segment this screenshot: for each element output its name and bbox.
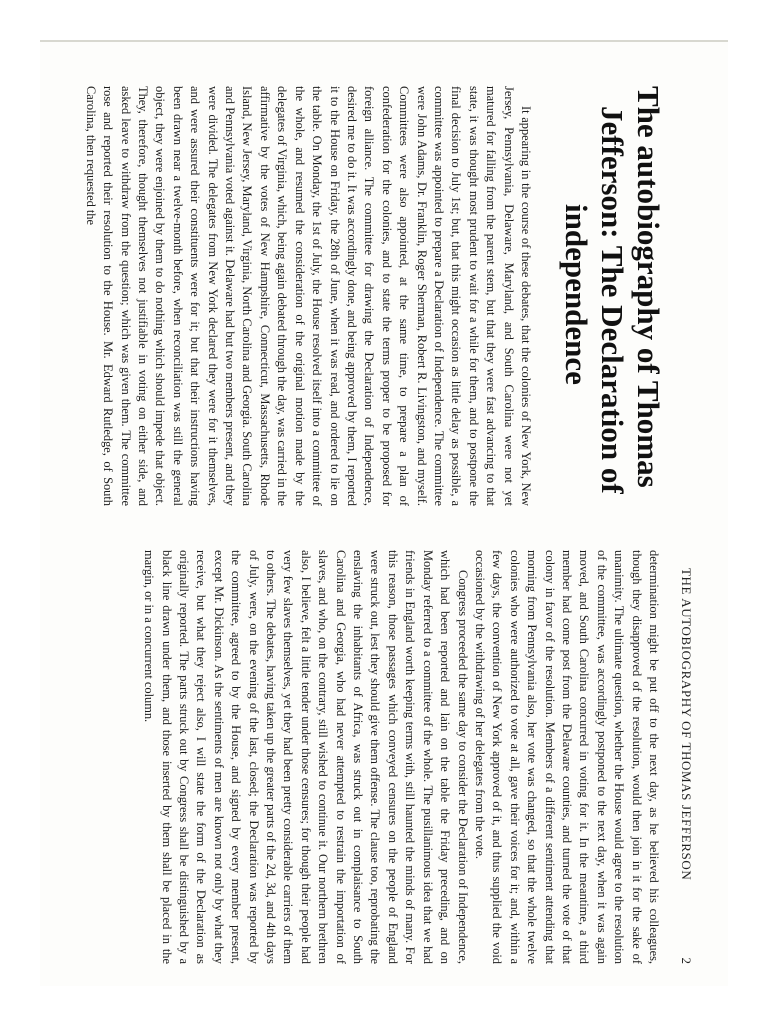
- chapter-title-line: The autobiography of Thomas: [631, 86, 666, 488]
- body-paragraph: determination might be put off to the next day, as he believed his colleagues, though they disapproved of the resolution, would then join in it for the sake of unanimity. The ultimate question, whether the House would agree to the resolution of the committee, was accordingly postponed to the next day, when it was again moved, and South Carolina concurred in voting for it. In the meantime, a third member had come post from the Delaware counties, and turned the vote of that colony in favor of the resolution. Members of a different sentiment attending that morning from Pennsylvania also, her vote was changed, so that the whole twelve colonies who were authorized to vote at all, gave their voices for it; and, within a few days, the convention of New York approved of it, and thus supplied the void occasioned by the withdrawing of her delegates from the vote.: [472, 550, 661, 964]
- page-number: 2: [679, 957, 694, 964]
- running-head: THE AUTOBIOGRAPHY OF THOMAS JEFFERSON: [679, 568, 694, 881]
- chapter-title-line: Jefferson: The Declaration of: [595, 106, 630, 494]
- page-header: [668, 544, 694, 964]
- book-page: [40, 40, 728, 986]
- left-column: [81, 86, 666, 506]
- chapter-title-line: independence: [559, 204, 594, 385]
- body-paragraph: Congress proceeded the same day to consider the Declaration of Independence, which had been reported and lain on the table the Friday preceding, and on Monday referred to a committee of the whole. The pusillanimous idea that we had friends in England worth keeping terms with, still haunted the minds of many. For this reason, those passages which conveyed censures on the people of England were struck out, lest they should give them offense. The clause too, reprobating the enslaving the inhabitants of Africa, was struck out in complaisance to South Carolina and Georgia, who had never attempted to restrain the importation of slaves, and who, on the contrary, still wished to continue it. Our northern brethren also, I believe, felt a little tender under those censures; for though their people had very few slaves themselves, yet they had been pretty considerable carriers of them to others. The debates, having taken up the greater parts of the 2d, 3d, and 4th days of July, were, on the evening of the last, closed; the Declaration was reported by the committee, agreed to by the House, and signed by every member present, except Mr. Dickinson. As the sentiments of men are known not only by what they receive, but what they reject also, I will state the form of the Declaration as originally reported. The parts struck out by Congress shall be distinguished by a black line drawn under them, and those inserted by them shall be placed in the margin, or in a concurrent column.: [142, 550, 470, 964]
- chapter-title: [558, 86, 666, 506]
- body-paragraph: It appearing in the course of these debates, that the colonies of New York, New Jersey, Pennsylvania, Delaware, Maryland, and South Carolina were not yet matured for falling from the parent stem, but that they were fast advancing to that state, it was thought most prudent to wait for a while for them, and to postpone the final decision to July 1st; but, that this might occasion as little delay as possible, a committee was appointed to prepare a Declaration of Independence. The committee were John Adams, Dr. Franklin, Roger Sherman, Robert R. Livingston, and myself. Committees were also appointed, at the same time, to prepare a plan of confederation for the colonies, and to state the terms proper to be proposed for foreign alliance. The committee for drawing the Declaration of Independence, desired me to do it. It was accordingly done, and being approved by them, I reported it to the House on Friday, the 28th of June, when it was read, and ordered to lie on the table. On Monday, the 1st of July, the House resolved itself into a committee of the whole, and resumed the consideration of the original motion made by the delegates of Virginia, which, being again debated through the day, was carried in the affirmative by the votes of New Hampshire, Connecticut, Massachusetts, Rhode Island, New Jersey, Maryland, Virginia, North Carolina and Georgia. South Carolina and Pennsylvania voted against it. Delaware had but two members present, and they were divided. The delegates from New York declared they were for it themselves, and were assured their constituents were for it; but that their instructions having been drawn near a twelve-month before, when reconciliation was still the general object, they were enjoined by them to do nothing which should impede that object. They, therefore, thought themselves not justifiable in voting on either side, and asked leave to withdraw from the question; which was given them. The committee rose and reported their resolution to the House. Mr. Edward Rutledge, of South Carolina, then requested the: [83, 86, 533, 506]
- right-column: [140, 550, 662, 964]
